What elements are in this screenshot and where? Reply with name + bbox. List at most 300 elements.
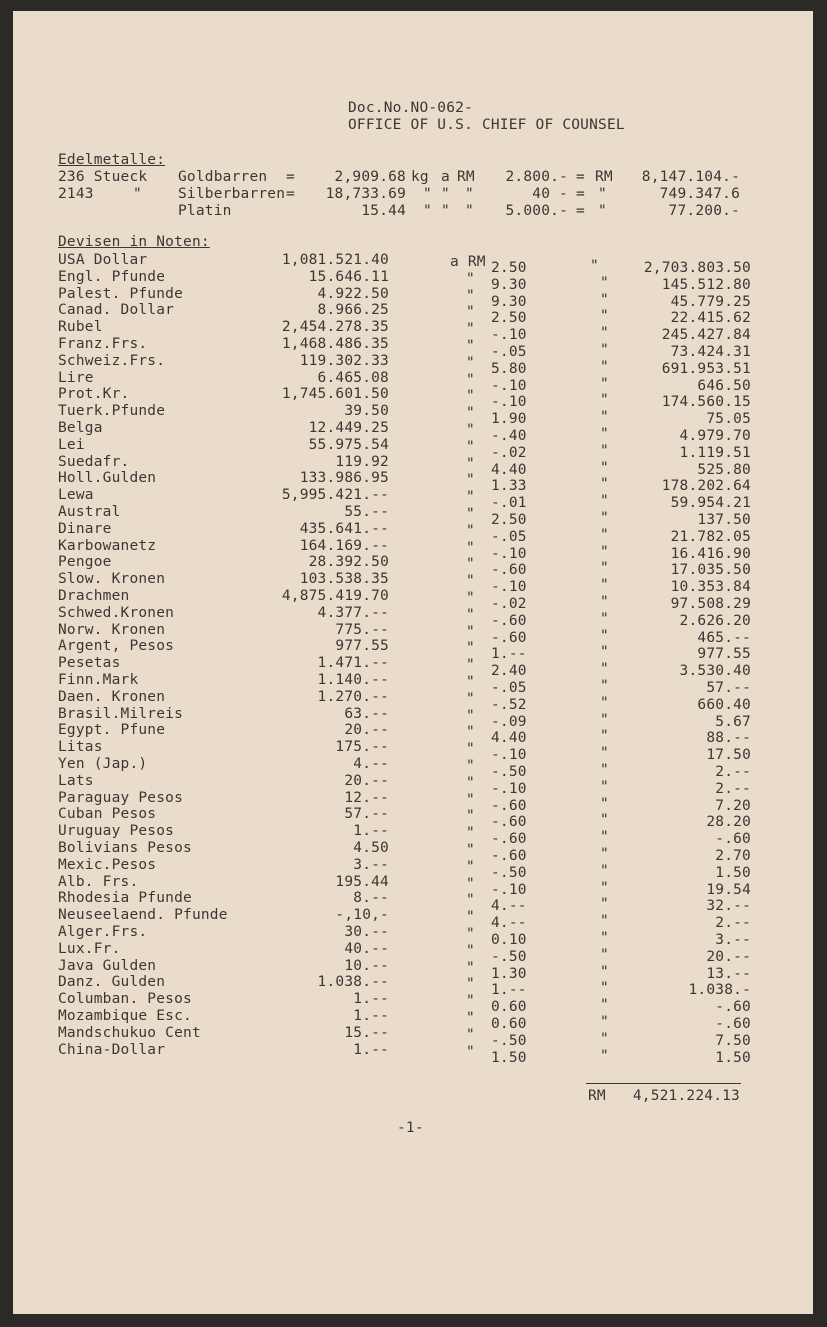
exchange-rate: 4.-- <box>491 915 527 932</box>
ditto-mark: " <box>466 875 475 892</box>
note-amount: 55.-- <box>344 504 389 520</box>
a-label: a <box>441 169 450 185</box>
ditto-mark: " <box>600 980 609 997</box>
note-amount: 39.50 <box>344 403 389 420</box>
currency-name: Alger.Frs. <box>58 924 148 940</box>
currency-name: Brasil.Milreis <box>58 705 184 722</box>
note-amount: 40.-- <box>344 940 389 957</box>
currency-name: Drachmen <box>58 588 130 604</box>
ditto-mark: " <box>600 778 609 795</box>
ditto-mark: " <box>466 338 475 354</box>
currency-name: China-Dollar <box>58 1041 166 1058</box>
exchange-rate: 1.-- <box>491 982 527 999</box>
ditto-mark: " <box>466 909 475 926</box>
page-number: -1- <box>397 1120 424 1136</box>
ditto-mark: " <box>466 976 475 993</box>
rm-total: 1.119.51 <box>679 444 751 461</box>
rm-total: 145.512.80 <box>661 276 751 293</box>
currency-name: Holl.Gulden <box>58 470 157 487</box>
rm-label: " <box>465 203 474 219</box>
equals: = <box>576 203 585 219</box>
currency-name: Yen (Jap.) <box>58 756 148 772</box>
ditto-mark: " <box>600 694 609 711</box>
exchange-rate: -.50 <box>491 864 527 881</box>
ditto-mark: " <box>600 946 609 963</box>
note-amount: 175.-- <box>335 739 389 756</box>
rm-total: 88.-- <box>706 730 751 747</box>
exchange-rate: -.10 <box>491 394 527 411</box>
note-amount: 435.641.-- <box>299 520 389 537</box>
total: 749.347.6 <box>659 186 740 202</box>
note-amount: 15.646.11 <box>308 268 389 285</box>
rate-prefix: a RM <box>450 254 486 270</box>
note-amount: 1.038.-- <box>317 974 389 991</box>
ditto-mark: " <box>466 506 475 522</box>
rm-total: 75.05 <box>706 411 751 428</box>
rm-total: 19.54 <box>706 881 751 898</box>
ditto-mark: " <box>466 539 475 556</box>
exchange-rate: -.05 <box>491 344 527 360</box>
equals: = <box>286 169 295 185</box>
note-amount: 6.465.08 <box>317 369 389 386</box>
metal-name: Platin <box>178 203 232 219</box>
exchange-rate: -.60 <box>491 797 527 814</box>
ditto-mark: " <box>466 405 475 422</box>
exchange-rate: 1.-- <box>491 646 527 663</box>
ditto-mark: " <box>600 526 609 543</box>
note-amount: 4.377.-- <box>317 604 389 621</box>
exchange-rate: -.10 <box>491 579 527 596</box>
note-amount: 4.-- <box>353 756 389 772</box>
exchange-rate: -.02 <box>491 444 527 461</box>
ditto-mark: " <box>466 892 475 909</box>
currency-name: Columban. Pesos <box>58 991 192 1008</box>
ditto-mark: " <box>600 913 609 930</box>
rm-total: 20.-- <box>706 948 751 965</box>
note-amount: 977.55 <box>335 638 389 655</box>
ditto-mark: " <box>600 795 609 812</box>
ditto-mark: " <box>466 522 475 539</box>
exchange-rate: -.10 <box>491 377 527 394</box>
ditto-mark: " <box>600 426 609 442</box>
ditto-mark: " <box>600 644 609 661</box>
currency-name: Mexic.Pesos <box>58 856 157 873</box>
exchange-rate: -.01 <box>491 495 527 512</box>
metal-name: Goldbarren <box>178 169 268 185</box>
ditto-mark: " <box>600 459 609 476</box>
note-amount: 4.922.50 <box>317 285 389 302</box>
currency-name: Engl. Pfunde <box>58 268 166 285</box>
rm-total: 16.416.90 <box>670 545 751 562</box>
currency-name: Neuseelaend. Pfunde <box>58 907 228 924</box>
exchange-rate: -.50 <box>491 764 527 780</box>
ditto-mark: " <box>600 661 609 678</box>
rate: 5.000.- <box>505 203 568 219</box>
note-amount: 119.92 <box>335 453 389 470</box>
currency-name: Prot.Kr. <box>58 386 130 403</box>
currency-name: Tuerk.Pfunde <box>58 403 166 420</box>
ditto-mark: " <box>466 1010 475 1026</box>
ditto-mark: " <box>466 724 475 741</box>
exchange-rate: 0.60 <box>491 999 527 1016</box>
currency-name: Bolivians Pesos <box>58 840 192 856</box>
rm-total: 1.50 <box>715 864 751 881</box>
rm-total: 97.508.29 <box>670 596 751 612</box>
rm-total: 691.953.51 <box>661 360 751 377</box>
exchange-rate: 2.40 <box>491 663 527 680</box>
currency-name: Daen. Kronen <box>58 688 166 705</box>
note-amount: -,10,- <box>335 907 389 924</box>
ditto-mark: " <box>600 308 609 325</box>
ditto-mark: " <box>600 963 609 980</box>
ditto-mark: " <box>600 812 609 829</box>
ditto-mark: " <box>466 657 475 674</box>
rm-total: 17.50 <box>706 747 751 764</box>
rm-total: 2.-- <box>715 780 751 797</box>
exchange-rate: 0.10 <box>491 932 527 948</box>
ditto-mark: " <box>466 791 475 808</box>
ditto-mark: " <box>466 926 475 942</box>
qty: 2143 <box>58 186 94 202</box>
rate: 2.800.- <box>505 169 568 185</box>
currency-name: Karbowanetz <box>58 537 157 554</box>
note-amount: 57.-- <box>344 806 389 823</box>
ditto-mark: " <box>466 556 475 573</box>
ditto-mark: " <box>466 606 475 623</box>
currency-name: Finn.Mark <box>58 672 139 688</box>
ditto-mark: " <box>466 354 475 371</box>
amount: 2,909.68 <box>334 169 406 185</box>
exchange-rate: 9.30 <box>491 293 527 310</box>
ditto-mark: " <box>466 573 475 590</box>
equals: = <box>576 169 585 185</box>
currency-name: Schwed.Kronen <box>58 604 175 621</box>
qty: 236 Stueck <box>58 169 148 185</box>
note-amount: 164.169.-- <box>299 537 389 554</box>
rm-total: 7.50 <box>715 1032 751 1049</box>
ditto-mark: " <box>600 325 609 342</box>
equals: = <box>576 186 585 202</box>
note-amount: 28.392.50 <box>308 554 389 571</box>
ditto-mark: " <box>600 1047 609 1064</box>
rm-total: -.60 <box>715 999 751 1016</box>
rm-total: 4.979.70 <box>679 428 751 444</box>
ditto-mark: " <box>466 472 475 489</box>
ditto-mark: " <box>600 879 609 896</box>
currency-name: Canad. Dollar <box>58 302 175 319</box>
note-amount: 30.-- <box>344 924 389 940</box>
currency-name: Belga <box>58 420 103 436</box>
note-amount: 3.-- <box>353 856 389 873</box>
rm-label: RM <box>595 169 613 185</box>
note-amount: 1,745.601.50 <box>281 386 389 403</box>
note-amount: 15.-- <box>344 1024 389 1041</box>
ditto-mark: " <box>466 942 475 959</box>
total: 8,147.104.- <box>641 169 740 185</box>
ditto-mark: " <box>466 422 475 438</box>
exchange-rate: -.60 <box>491 629 527 646</box>
ditto-mark: " <box>133 186 142 202</box>
rm-total: 3.530.40 <box>679 663 751 680</box>
rm-total: 660.40 <box>697 696 751 713</box>
ditto-mark: " <box>600 342 609 358</box>
total-rule <box>586 1083 741 1084</box>
exchange-rate: 1.50 <box>491 1049 527 1066</box>
currency-name: Mandschukuo Cent <box>58 1024 201 1041</box>
currency-name: Rubel <box>58 319 103 336</box>
exchange-rate: 4.-- <box>491 898 527 915</box>
currency-name: Argent, Pesos <box>58 638 175 655</box>
rm-total: 2.-- <box>715 915 751 932</box>
ditto-mark: " <box>466 993 475 1010</box>
rm-total: 178.202.64 <box>661 478 751 495</box>
currency-name: Suedafr. <box>58 453 130 470</box>
ditto-mark: " <box>600 745 609 762</box>
exchange-rate: -.52 <box>491 696 527 713</box>
note-amount: 8.-- <box>353 890 389 907</box>
exchange-rate: 1.90 <box>491 411 527 428</box>
ditto-mark: " <box>466 741 475 758</box>
currency-name: Rhodesia Pfunde <box>58 890 192 907</box>
exchange-rate: -.60 <box>491 848 527 864</box>
note-amount: 195.44 <box>335 873 389 890</box>
currency-name: Palest. Pfunde <box>58 285 184 302</box>
rate: 40 - <box>532 186 568 202</box>
currency-name: USA Dollar <box>58 252 148 268</box>
rm-total: 32.-- <box>706 898 751 915</box>
ditto-mark: " <box>466 321 475 338</box>
note-amount: 55.975.54 <box>308 436 389 453</box>
rm-total: 2.-- <box>715 764 751 780</box>
equals: = <box>286 186 295 202</box>
ditto-mark: " <box>466 842 475 858</box>
ditto-mark: " <box>466 371 475 388</box>
ditto-mark: " <box>466 707 475 724</box>
exchange-rate: -.05 <box>491 680 527 696</box>
ditto-mark: " <box>466 287 475 304</box>
ditto-mark: " <box>466 690 475 707</box>
ditto-mark: " <box>600 678 609 694</box>
rm-total: 245.427.84 <box>661 327 751 344</box>
note-amount: 12.449.25 <box>308 420 389 436</box>
unit: " <box>423 186 432 202</box>
note-amount: 1.-- <box>353 991 389 1008</box>
ditto-mark: " <box>600 610 609 627</box>
currency-name: Dinare <box>58 520 112 537</box>
ditto-mark: " <box>466 959 475 976</box>
total: 77.200.- <box>668 203 740 219</box>
ditto-mark: " <box>600 846 609 862</box>
rm-total: 57.-- <box>706 680 751 696</box>
ditto-mark: " <box>600 862 609 879</box>
ditto-mark: " <box>590 258 599 274</box>
exchange-rate: -.50 <box>491 948 527 965</box>
currency-name: Lux.Fr. <box>58 940 121 957</box>
ditto-mark: " <box>600 762 609 778</box>
rm-total: 45.779.25 <box>670 293 751 310</box>
rm-total: 7.20 <box>715 797 751 814</box>
rm-label: " <box>465 186 474 202</box>
exchange-rate: -.10 <box>491 747 527 764</box>
ditto-mark: " <box>600 358 609 375</box>
a-label: " <box>441 186 450 202</box>
ditto-mark: " <box>600 829 609 846</box>
exchange-rate: -.10 <box>491 545 527 562</box>
currency-name: Schweiz.Frs. <box>58 352 166 369</box>
rm-total: 28.20 <box>706 814 751 831</box>
ditto-mark: " <box>600 577 609 594</box>
currency-name: Slow. Kronen <box>58 571 166 588</box>
rm-total: 646.50 <box>697 377 751 394</box>
ditto-mark: " <box>466 623 475 640</box>
ditto-mark: " <box>466 590 475 606</box>
currency-name: Mozambique Esc. <box>58 1008 192 1024</box>
ditto-mark: " <box>600 510 609 526</box>
ditto-mark: " <box>600 711 609 728</box>
ditto-mark: " <box>600 274 609 291</box>
rm-total: 21.782.05 <box>670 528 751 545</box>
ditto-mark: " <box>466 758 475 774</box>
currency-name: Uruguay Pesos <box>58 823 175 840</box>
note-amount: 4.50 <box>353 840 389 856</box>
ditto-mark: " <box>466 270 475 287</box>
exchange-rate: -.40 <box>491 428 527 444</box>
note-amount: 20.-- <box>344 772 389 789</box>
exchange-rate: -.60 <box>491 831 527 848</box>
currency-name: Danz. Gulden <box>58 974 166 991</box>
rm-total: 2,703.803.50 <box>643 260 751 276</box>
note-amount: 4,875.419.70 <box>281 588 389 604</box>
note-amount: 63.-- <box>344 705 389 722</box>
grand-total-amount: 4,521.224.13 <box>632 1088 740 1104</box>
currency-name: Lei <box>58 436 85 453</box>
ditto-mark: " <box>600 560 609 577</box>
rm-total: 5.67 <box>715 713 751 730</box>
currency-name: Lats <box>58 772 94 789</box>
exchange-rate: -.60 <box>491 814 527 831</box>
ditto-mark: " <box>466 858 475 875</box>
note-amount: 775.-- <box>335 621 389 638</box>
exchange-rate: -.10 <box>491 327 527 344</box>
grand-total-currency: RM <box>588 1088 606 1104</box>
doc-number: Doc.No.NO-062- <box>348 100 474 116</box>
rm-total: 73.424.31 <box>670 344 751 360</box>
ditto-mark: " <box>466 774 475 791</box>
rm-total: 1.038.- <box>688 982 751 999</box>
rm-total: 465.-- <box>697 629 751 646</box>
ditto-mark: " <box>466 455 475 472</box>
amount: 18,733.69 <box>325 186 406 202</box>
rm-label: " <box>598 186 607 202</box>
ditto-mark: " <box>600 930 609 946</box>
currency-name: Lire <box>58 369 94 386</box>
ditto-mark: " <box>600 896 609 913</box>
ditto-mark: " <box>466 808 475 825</box>
ditto-mark: " <box>466 304 475 321</box>
ditto-mark: " <box>600 442 609 459</box>
exchange-rate: 2.50 <box>491 260 527 276</box>
rm-total: 174.560.15 <box>661 394 751 411</box>
note-amount: 1.140.-- <box>317 672 389 688</box>
currency-name: Cuban Pesos <box>58 806 157 823</box>
exchange-rate: -.60 <box>491 562 527 579</box>
ditto-mark: " <box>600 409 609 426</box>
note-amount: 10.-- <box>344 957 389 974</box>
exchange-rate: -.02 <box>491 596 527 612</box>
exchange-rate: -.60 <box>491 612 527 629</box>
rm-total: 137.50 <box>697 512 751 528</box>
ditto-mark: " <box>600 392 609 409</box>
note-amount: 1.-- <box>353 823 389 840</box>
note-amount: 2,454.278.35 <box>281 319 389 336</box>
currency-name: Litas <box>58 739 103 756</box>
rm-total: -.60 <box>715 831 751 848</box>
rm-total: 17.035.50 <box>670 562 751 579</box>
exchange-rate: -.50 <box>491 1032 527 1049</box>
currency-name: Pengoe <box>58 554 112 571</box>
note-amount: 119.302.33 <box>299 352 389 369</box>
note-amount: 103.538.35 <box>299 571 389 588</box>
metal-name: Silberbarren <box>178 186 286 202</box>
exchange-rate: -.10 <box>491 881 527 898</box>
rm-total: 1.50 <box>715 1049 751 1066</box>
ditto-mark: " <box>600 543 609 560</box>
ditto-mark: " <box>600 476 609 493</box>
ditto-mark: " <box>466 489 475 506</box>
note-amount: 20.-- <box>344 722 389 739</box>
currency-name: Lewa <box>58 487 94 504</box>
rm-total: 2.626.20 <box>679 612 751 629</box>
ditto-mark: " <box>600 493 609 510</box>
rm-total: 3.-- <box>715 932 751 948</box>
unit: kg <box>411 169 429 185</box>
exchange-rate: 4.40 <box>491 461 527 478</box>
currency-name: Java Gulden <box>58 957 157 974</box>
rm-label: RM <box>457 169 475 185</box>
note-amount: 1.-- <box>353 1008 389 1024</box>
ditto-mark: " <box>466 1026 475 1043</box>
ditto-mark: " <box>600 627 609 644</box>
ditto-mark: " <box>600 594 609 610</box>
unit: " <box>423 203 432 219</box>
rm-total: 22.415.62 <box>670 310 751 327</box>
document-page <box>13 11 813 1314</box>
devisen-heading: Devisen in Noten: <box>58 234 210 250</box>
note-amount: 1.-- <box>353 1041 389 1058</box>
rm-total: 10.353.84 <box>670 579 751 596</box>
rm-total: 525.80 <box>697 461 751 478</box>
note-amount: 8.966.25 <box>317 302 389 319</box>
ditto-mark: " <box>600 1014 609 1030</box>
ditto-mark: " <box>466 388 475 405</box>
amount: 15.44 <box>361 203 406 219</box>
rm-label: " <box>598 203 607 219</box>
ditto-mark: " <box>600 375 609 392</box>
ditto-mark: " <box>600 291 609 308</box>
exchange-rate: -.05 <box>491 528 527 545</box>
currency-name: Pesetas <box>58 655 121 672</box>
note-amount: 1.471.-- <box>317 655 389 672</box>
currency-name: Norw. Kronen <box>58 621 166 638</box>
exchange-rate: 2.50 <box>491 512 527 528</box>
note-amount: 1.270.-- <box>317 688 389 705</box>
note-amount: 1,468.486.35 <box>281 336 389 352</box>
rm-total: 13.-- <box>706 965 751 982</box>
currency-name: Paraguay Pesos <box>58 789 184 806</box>
currency-name: Egypt. Pfune <box>58 722 166 739</box>
rm-total: 59.954.21 <box>670 495 751 512</box>
rm-total: 977.55 <box>697 646 751 663</box>
